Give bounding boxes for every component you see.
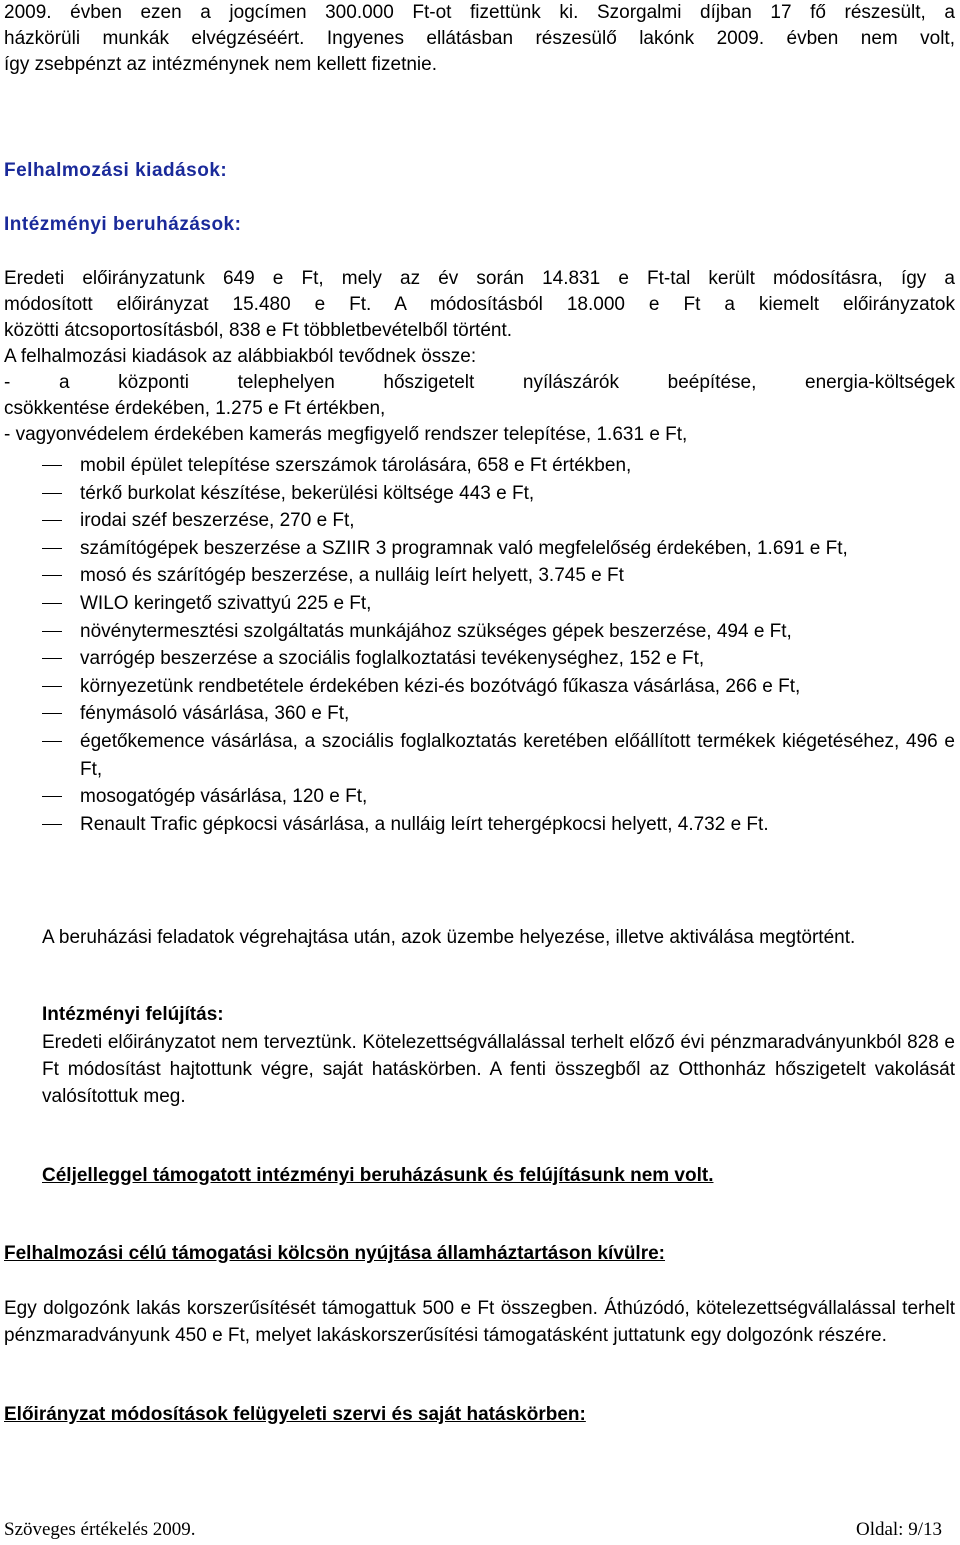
dash-marker [42,824,62,825]
dash-marker [42,603,62,604]
dash-marker [42,575,62,576]
eredeti-paragraph [4,266,955,448]
list-item: égetőkemence vásárlása, a szociális foglalkoztatás keretében előállított termékek kiégetéséhez, 496 e Ft, [42,728,955,783]
kolcson-paragraph: Egy dolgozónk lakás korszerűsítését támogattuk 500 e Ft összegben. Áthúzódó, kötelezettségvállalással terhelt pénzmaradványunk 450 e Ft, melyet lakáskorszerűsítési támogatásként juttatunk egy dolgozónk részére. [4,1298,955,1346]
top-paragraph [4,0,955,78]
text-line: így zsebpénzt az intézménynek nem kellett fizetnie. [4,54,438,75]
list-item: mosogatógép vásárlása, 120 e Ft, [42,783,955,811]
heading-intezmenyi-felujitas: Intézményi felújítás: [42,1004,224,1025]
text-line: - a központi telephelyen hőszigetelt nyílászárók beépítése, energia-költségek [4,372,955,393]
heading-felhalmozasi-kiadasok: Felhalmozási kiadások: [4,160,228,181]
list-item: fénymásoló vásárlása, 360 e Ft, [42,700,955,728]
list-item: varrógép beszerzése a szociális foglalkoztatási tevékenységhez, 152 e Ft, [42,645,955,673]
text-line: 2009. évben ezen a jogcímen 300.000 Ft-ot fizettünk ki. Szorgalmi díjban 17 fő részesült, a [4,2,955,23]
list-item: Renault Trafic gépkocsi vásárlása, a nulláig leírt tehergépkocsi helyett, 4.732 e Ft. [42,811,955,839]
list-item: irodai széf beszerzése, 270 e Ft, [42,507,955,535]
heading-eloiranyzat: Előirányzat módosítások felügyeleti szervi és saját hatáskörben: [4,1404,586,1425]
list-item: mobil épület telepítése szerszámok tárolására, 658 e Ft értékben, [42,452,955,480]
list-item: számítógépek beszerzése a SZIIR 3 programnak való megfelelőség érdekében, 1.691 e Ft, [42,535,955,563]
dash-marker [42,686,62,687]
text-line: A felhalmozási kiadások az alábbiakból tevődnek össze: [4,346,477,367]
heading-kolcson: Felhalmozási célú támogatási kölcsön nyújtása államháztartáson kívülre: [4,1243,666,1264]
list-item: mosó és szárítógép beszerzése, a nulláig leírt helyett, 3.745 e Ft [42,562,955,590]
text-line: módosított előirányzat 15.480 e Ft. A módosításból 18.000 e Ft a kiemelt előirányzatok [4,294,955,315]
dash-marker [42,658,62,659]
heading-celjelleggel: Céljelleggel támogatott intézményi beruházásunk és felújításunk nem volt. [42,1165,714,1186]
text-line: Eredeti előirányzatunk 649 e Ft, mely az év során 14.831 e Ft-tal került módosításra, így a [4,268,955,289]
dash-marker [42,796,62,797]
text-line: csökkentése érdekében, 1.275 e Ft értékben, [4,398,386,419]
dash-marker [42,741,62,742]
footer-page-number: Oldal: 9/13 [855,1519,942,1540]
text-line: - vagyonvédelem érdekében kamerás megfigyelő rendszer telepítése, 1.631 e Ft, [4,424,688,445]
dash-marker [42,465,62,466]
list-item: növénytermesztési szolgáltatás munkájához szükséges gépek beszerzése, 494 e Ft, [42,618,955,646]
expense-list [42,452,955,838]
dash-marker [42,548,62,549]
list-item: térkő burkolat készítése, bekerülési költsége 443 e Ft, [42,480,955,508]
beruhazasi-paragraph: A beruházási feladatok végrehajtása után, azok üzembe helyezése, illetve aktiválása megtörtént. [42,927,856,948]
heading-intezmenyi-beruhazasok: Intézményi beruházások: [4,214,242,235]
text-line: közötti átcsoportosításból, 838 e Ft többletbevételből történt. [4,320,513,341]
footer-left: Szöveges értékelés 2009. [4,1519,196,1540]
felujitas-paragraph: Eredeti előirányzatot nem terveztünk. Kötelezettségvállalással terhelt előző évi pénzmaradványunkból 828 e Ft módosítást hajtottunk végre, saját hatáskörben. A fenti összegből az Otthonház hőszigetelt vakolását valósítottuk meg. [42,1032,955,1107]
dash-marker [42,520,62,521]
dash-marker [42,493,62,494]
text-line: házkörüli munkák elvégzéséért. Ingyenes ellátásban részesülő lakónk 2009. évben nem volt, [4,28,955,49]
dash-marker [42,631,62,632]
list-item: környezetünk rendbetétele érdekében kézi-és bozótvágó fűkasza vásárlása, 266 e Ft, [42,673,955,701]
dash-marker [42,713,62,714]
list-item: WILO keringető szivattyú 225 e Ft, [42,590,955,618]
